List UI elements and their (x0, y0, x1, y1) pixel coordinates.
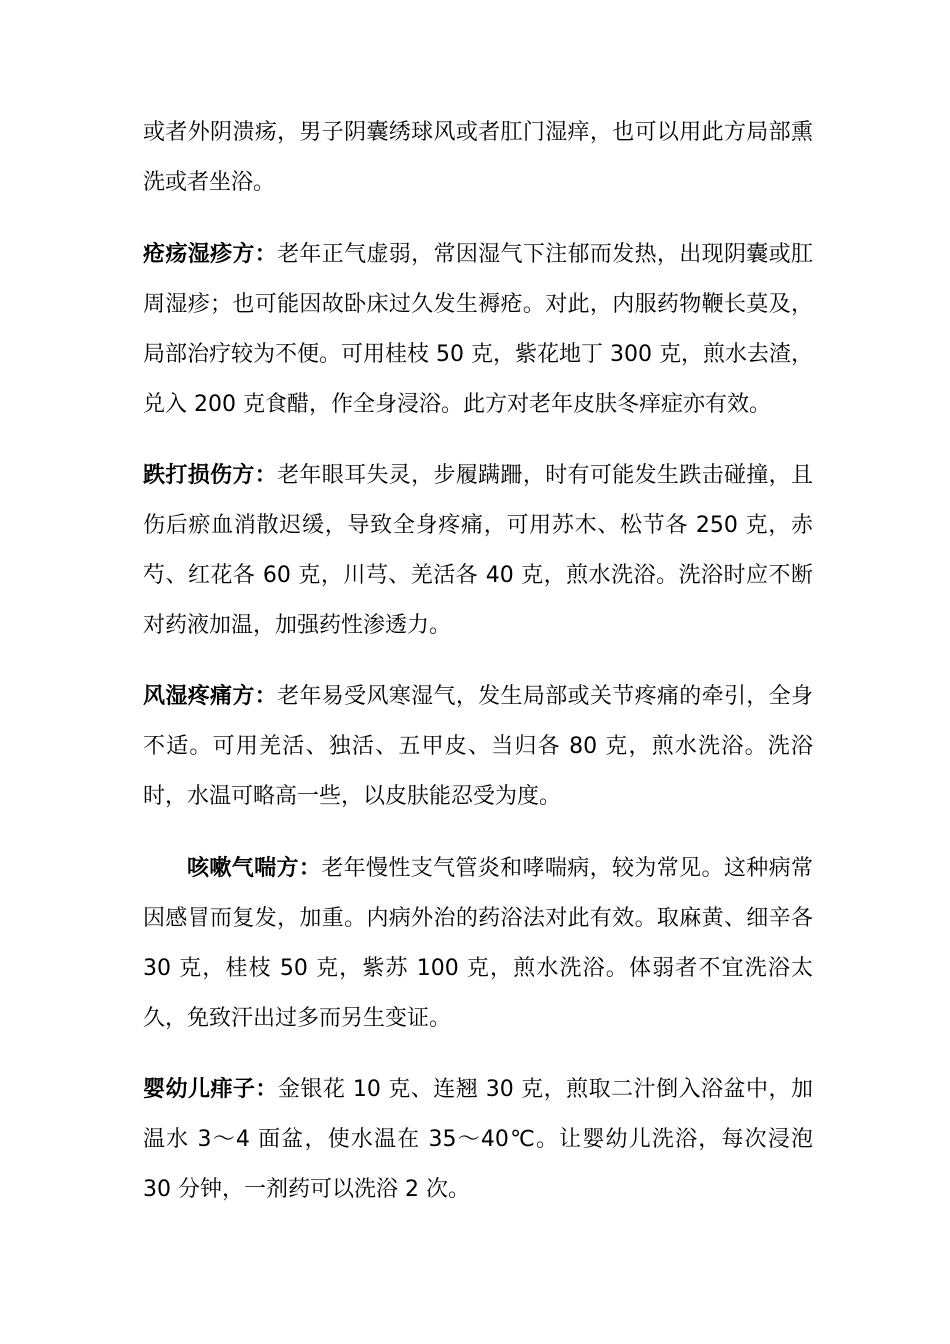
paragraph-rheumatism (143, 672, 813, 822)
paragraph-text: 老年易受风寒湿气，发生局部或关节疼痛的牵引，全身不适。可用羌活、独活、五甲皮、当归各 80 克，煎水洗浴。洗浴时，水温可略高一些，以皮肤能忍受为度。 (143, 684, 813, 809)
paragraph-heading: 风湿疼痛方： (143, 684, 278, 709)
paragraph-text: 金银花 10 克、连翘 30 克，煎取二汁倒入浴盆中，加温水 3～4 面盆，使水温在 35～40℃。让婴幼儿洗浴，每次浸泡 30 分钟，一剂药可以洗浴 2 次。 (143, 1077, 813, 1202)
paragraph-continuation (143, 108, 813, 208)
paragraph-heading: 跌打损伤方： (143, 463, 278, 488)
paragraph-infant-prickly-heat (143, 1065, 813, 1215)
paragraph-text: 老年眼耳失灵，步履蹒跚，时有可能发生跌击碰撞，且伤后瘀血消散迟缓，导致全身疼痛，可用苏木、松节各 250 克，赤芍、红花各 60 克，川芎、羌活各 40 克，煎水洗浴。洗浴时应不断对药液加温，加强药性渗透力。 (143, 463, 813, 638)
paragraph-heading: 婴幼儿痱子： (143, 1077, 278, 1102)
paragraph-heading: 疮疡湿疹方： (143, 242, 278, 267)
paragraph-cough-asthma (143, 844, 813, 1044)
paragraph-sores-eczema (143, 230, 813, 430)
paragraph-text: 或者外阴溃疡，男子阴囊绣球风或者肛门湿痒，也可以用此方局部熏洗或者坐浴。 (143, 120, 813, 195)
paragraph-heading: 咳嗽气喘方： (187, 856, 322, 881)
paragraph-bruise-injury (143, 451, 813, 651)
paragraph-text: 老年慢性支气管炎和哮喘病，较为常见。这种病常因感冒而复发，加重。内病外治的药浴法对此有效。取麻黄、细辛各 30 克，桂枝 50 克，紫苏 100 克，煎水洗浴。体弱者不宜洗浴太久，免致汗出过多而另生变证。 (143, 856, 813, 1031)
paragraph-text: 老年正气虚弱，常因湿气下注郁而发热，出现阴囊或肛周湿疹；也可能因故卧床过久发生褥疮。对此，内服药物鞭长莫及，局部治疗较为不便。可用桂枝 50 克，紫花地丁 300 克，煎水去渣，兑入 200 克食醋，作全身浸浴。此方对老年皮肤冬痒症亦有效。 (143, 242, 813, 417)
